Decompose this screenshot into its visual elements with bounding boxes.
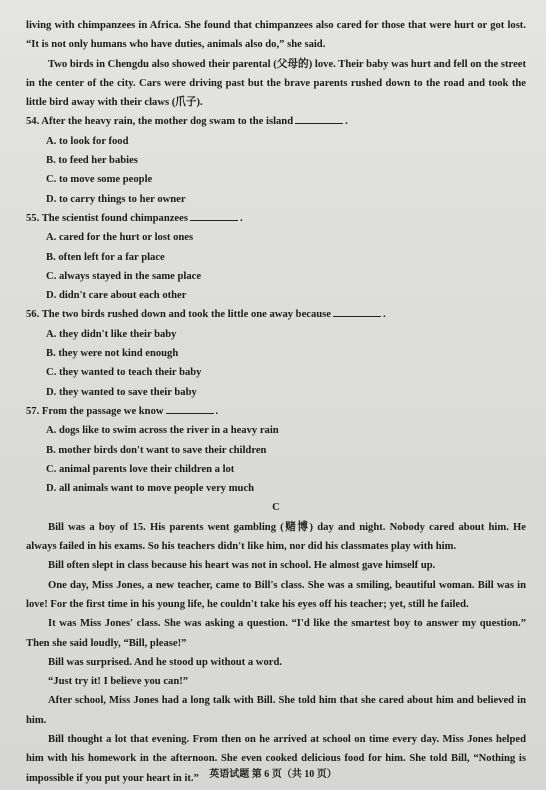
passage-paragraph: One day, Miss Jones, a new teacher, came to Bill's class. She was a smiling, beautiful woman. Bill was in love! For the first time in his young life, he couldn't take his eyes off his teacher; yet, still he failed. xyxy=(26,579,526,610)
question-stem: 54. After the heavy rain, the mother dog swam to the island . xyxy=(26,116,348,128)
option-a: A. cared for the hurt or lost ones xyxy=(46,232,194,244)
option-b: B. to feed her babies xyxy=(46,155,138,167)
options xyxy=(26,421,526,498)
option-c: C. to move some people xyxy=(46,174,153,186)
option-a: A. they didn't like their baby xyxy=(46,328,177,340)
question-stem: 55. The scientist found chimpanzees . xyxy=(26,212,243,224)
passage-paragraph: Bill thought a lot that evening. From then on he arrived at school on time every day. Miss Jones helped him with his homework in the afternoon. She even cooked delicious food for him. She told Bill, “Nothing is impossible if you put your heart in it.” xyxy=(26,733,526,784)
option-d: D. all animals want to move people very much xyxy=(46,483,255,495)
question-stem: 57. From the passage we know . xyxy=(26,405,219,417)
answer-blank xyxy=(333,307,381,317)
passage-paragraph: “Just try it! I believe you can!” xyxy=(48,676,189,688)
option-d: D. to carry things to her owner xyxy=(46,193,186,205)
section-heading: C xyxy=(272,502,280,514)
passage-paragraph: It was Miss Jones' class. She was asking a question. “I'd like the smartest boy to answer my question.” Then she said loudly, “Bill, please!” xyxy=(26,618,526,649)
option-c: C. they wanted to teach their baby xyxy=(46,367,202,379)
options xyxy=(26,132,526,209)
passage-paragraph: After school, Miss Jones had a long talk with Bill. She told him that she cared about him and believed in him. xyxy=(26,695,526,726)
passage-paragraph: Bill often slept in class because his heart was not in school. He almost gave himself up. xyxy=(48,560,436,572)
passage-paragraph: Two birds in Chengdu also showed their parental (父母的) love. Their baby was hurt and fell on the street in the center of the city. Cars were driving past but the brave parents rushed down to the road and took the little bird away with their claws (爪子). xyxy=(26,58,526,109)
option-c: C. always stayed in the same place xyxy=(46,270,202,282)
option-d: D. didn't care about each other xyxy=(46,290,187,302)
passage-paragraph: Bill was surprised. And he stood up without a word. xyxy=(48,656,282,668)
page-footer: 英语试题 第 6 页（共 10 页） xyxy=(209,768,337,780)
options xyxy=(26,325,526,402)
passage-paragraph: Bill was a boy of 15. His parents went gambling (赌博) day and night. Nobody cared about him. He always failed in his exams. So his teachers didn't like him, nor did his classmates play with him. xyxy=(26,521,526,553)
passage-paragraph: living with chimpanzees in Africa. She found that chimpanzees also cared for those that were hurt or got lost. “It is not only humans who have duties, animals also do,” she said. xyxy=(26,20,526,51)
option-d: D. they wanted to save their baby xyxy=(46,386,197,398)
option-a: A. to look for food xyxy=(46,135,129,147)
answer-blank xyxy=(190,211,238,221)
question-55 xyxy=(26,209,526,305)
question-57 xyxy=(26,402,526,498)
question-54 xyxy=(26,112,526,208)
answer-blank xyxy=(295,114,343,124)
option-b: B. mother birds don't want to save their children xyxy=(46,444,267,456)
question-stem: 56. The two birds rushed down and took the little one away because . xyxy=(26,309,386,321)
option-a: A. dogs like to swim across the river in a heavy rain xyxy=(46,425,279,437)
option-b: B. they were not kind enough xyxy=(46,348,179,360)
options xyxy=(26,228,526,305)
question-56 xyxy=(26,305,526,401)
answer-blank xyxy=(166,404,214,414)
option-c: C. animal parents love their children a lot xyxy=(46,463,235,475)
option-b: B. often left for a far place xyxy=(46,251,165,263)
